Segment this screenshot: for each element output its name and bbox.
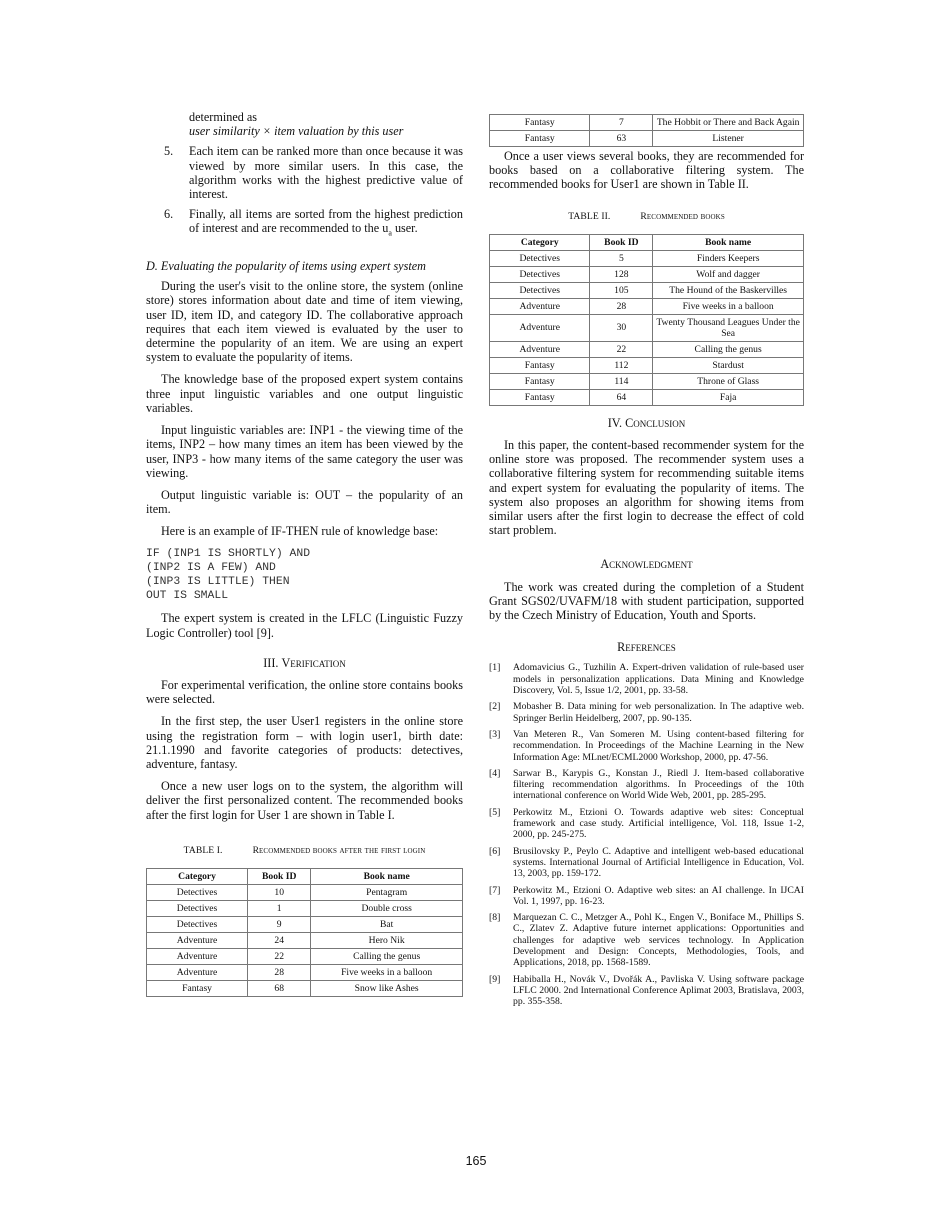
paragraph: Once a new user logs on to the system, the algorithm will deliver the first personalized content. The recommended books after the first login for User 1 are shown in Table I. (146, 779, 463, 822)
table-row: Adventure 28 Five weeks in a balloon (490, 298, 804, 314)
step-item: 5. Each item can be ranked more than once because it was viewed by more similar users. In this case, the algorithm works with the highest predictive value of interest. (164, 144, 463, 202)
table-header: Book ID (248, 868, 311, 884)
table-row: Detectives 9 Bat (147, 916, 463, 932)
rule-code-block: IF (INP1 IS SHORTLY) AND (INP2 IS A FEW) AND (INP3 IS LITTLE) THEN OUT IS SMALL (146, 547, 311, 603)
reference-item: [4] Sarwar B., Karypis G., Konstan J., Riedl J. Item-based collaborative filtering recommendation algorithms. In Proceedings of the 10th international conference on World Wide Web, 2001, pp. 285-295. (489, 767, 804, 802)
table-header: Book name (311, 868, 463, 884)
paragraph: Here is an example of IF-THEN rule of knowledge base: (161, 524, 439, 539)
table-row: Fantasy 68 Snow like Ashes (147, 980, 463, 996)
section-heading-conclusion: IV. Conclusion (607, 415, 686, 430)
table-row: Detectives 5 Finders Keepers (490, 250, 804, 266)
reference-item: [7] Perkowitz M., Etzioni O. Adaptive web sites: an AI challenge. In IJCAI Vol. 1, 1997, pp. 16-23. (489, 884, 804, 907)
paragraph: Once a user views several books, they are recommended for books based on a collaborative filtering system. The recommended books for User1 are shown in Table II. (489, 149, 804, 192)
table-header: Category (147, 868, 248, 884)
reference-item: [3] Van Meteren R., Van Someren M. Using content-based filtering for recommendation. In Proceedings of the Machine Learning in the New Information Age: MLnet/ECML2000 Workshop, 2000, pp. 47-56. (489, 728, 804, 763)
step-formula: user similarity × item valuation by this user (189, 124, 404, 139)
paragraph: The expert system is created in the LFLC (Linguistic Fuzzy Logic Controller) tool [9]. (146, 611, 463, 640)
table-row: Adventure 22 Calling the genus (147, 948, 463, 964)
table-caption: TABLE I. Recommended books after the first login (183, 844, 426, 856)
table-recommended-first-login-continued (489, 114, 804, 147)
paragraph: In the first step, the user User1 registers in the online store using the registration form – with login user1, birth date: 21.1.1990 and favorite categories of products: detectives, adventure, fantasy. (146, 714, 463, 771)
table-recommended-first-login (146, 868, 463, 997)
table-row: Detectives 10 Pentagram (147, 884, 463, 900)
reference-item: [5] Perkowitz M., Etzioni O. Towards adaptive web sites: Conceptual framework and case study. Artificial intelligence, Vol. 118, Issue 1-2, 2000, pp. 245-275. (489, 806, 804, 841)
table-row: Adventure 30 Twenty Thousand Leagues Under the Sea (490, 314, 804, 341)
reference-item: [6] Brusilovsky P., Peylo C. Adaptive and intelligent web-based educational systems. International Journal of Artificial Intelligence in Education, Vol. 13, 2003, pp. 159-172. (489, 845, 804, 880)
algorithm-steps (146, 144, 463, 241)
reference-item: [2] Mobasher B. Data mining for web personalization. In The adaptive web. Springer Berlin Heidelberg, 2007, pp. 90-135. (489, 701, 804, 724)
table-row: Adventure 24 Hero Nik (147, 932, 463, 948)
subsection-heading: D. Evaluating the popularity of items using expert system (146, 259, 426, 274)
table-header: Book name (653, 234, 804, 250)
step-continuation: determined as (189, 110, 258, 124)
table-caption: TABLE II. Recommended books (568, 210, 725, 222)
table-row: Detectives 128 Wolf and dagger (490, 266, 804, 282)
table-row: Fantasy 64 Faja (490, 389, 804, 405)
references-heading: References (617, 640, 676, 655)
reference-item: [1] Adomavicius G., Tuzhilin A. Expert-driven validation of rule-based user models in personalization applications. Data Mining and Knowledge Discovery, Vol. 5, Issue 1/2, 2001, pp. 33-58. (489, 662, 804, 697)
table-row: Fantasy 112 Stardust (490, 357, 804, 373)
step-item: 6. Finally, all items are sorted from the highest prediction of interest and are recommended to the $u_a$ user. (164, 207, 463, 238)
page-number: 165 (465, 1154, 487, 1168)
reference-item: [9] Habiballa H., Novák V., Dvořák A., Pavliska V. Using software package LFLC 2000. 2nd International Conference Aplimat 2003, Bratislava, 2003, pp. 355-358. (489, 973, 804, 1008)
paragraph: In this paper, the content-based recommender system for the online store was proposed. The recommender system uses a collaborative filtering system for recommending suitable items and expert system for evaluating the popularity of items. The system also proposes an algorithm for showing items from similar users after the first login to decrease the effect of cold start problem. (489, 438, 804, 538)
paragraph: For experimental verification, the online store contains books were selected. (146, 677, 463, 707)
reference-list (489, 662, 804, 1007)
table-row: Detectives 105 The Hound of the Baskervilles (490, 282, 804, 298)
reference-item: [8] Marquezan C. C., Metzger A., Pohl K., Engen V., Boniface M., Phillips S. C., Zlatev Z. Adaptive future internet applications: Opportunities and challenges for adaptive web services technology. In Application Development and Design: Concepts, Methodologies, Tools, and Applications, 2018, pp. 1568-1589. (489, 912, 804, 969)
paragraph: Output linguistic variable is: OUT – the popularity of an item. (146, 487, 463, 517)
table-row: Fantasy 63 Listener (490, 131, 804, 147)
paragraph: During the user's visit to the online store, the system (online store) stores information about date and time of item viewing, user ID, item ID, and category ID. The collaborative approach requires that each item viewed is evaluated by the user to determine the popularity of an item. We are using an expert system to evaluate the popularity of items. (146, 279, 463, 365)
table-row: Fantasy 114 Throne of Glass (490, 373, 804, 389)
table-row: Adventure 22 Calling the genus (490, 341, 804, 357)
right-column (489, 114, 804, 1012)
left-column (146, 110, 463, 1005)
table-row: Adventure 28 Five weeks in a balloon (147, 964, 463, 980)
table-recommended-books (489, 234, 804, 406)
acknowledgment-heading: Acknowledgment (600, 557, 693, 572)
paragraph: The work was created during the completion of a Student Grant SGS02/UVAFM/18 with student participation, supported by the Czech Ministry of Education, Youth and Sports. (489, 579, 804, 623)
table-row: Detectives 1 Double cross (147, 900, 463, 916)
section-heading-verification: III. Verification (263, 655, 346, 670)
table-row: Fantasy 7 The Hobbit or There and Back Again (490, 115, 804, 131)
paragraph: The knowledge base of the proposed expert system contains three input linguistic variables and one output linguistic variables. (146, 372, 463, 415)
table-header: Book ID (590, 234, 653, 250)
table-header: Category (490, 234, 590, 250)
paragraph: Input linguistic variables are: INP1 - the viewing time of the items, INP2 – how many times an item has been viewed by the user, INP3 - how many items of the same category the user was viewing. (146, 423, 463, 480)
